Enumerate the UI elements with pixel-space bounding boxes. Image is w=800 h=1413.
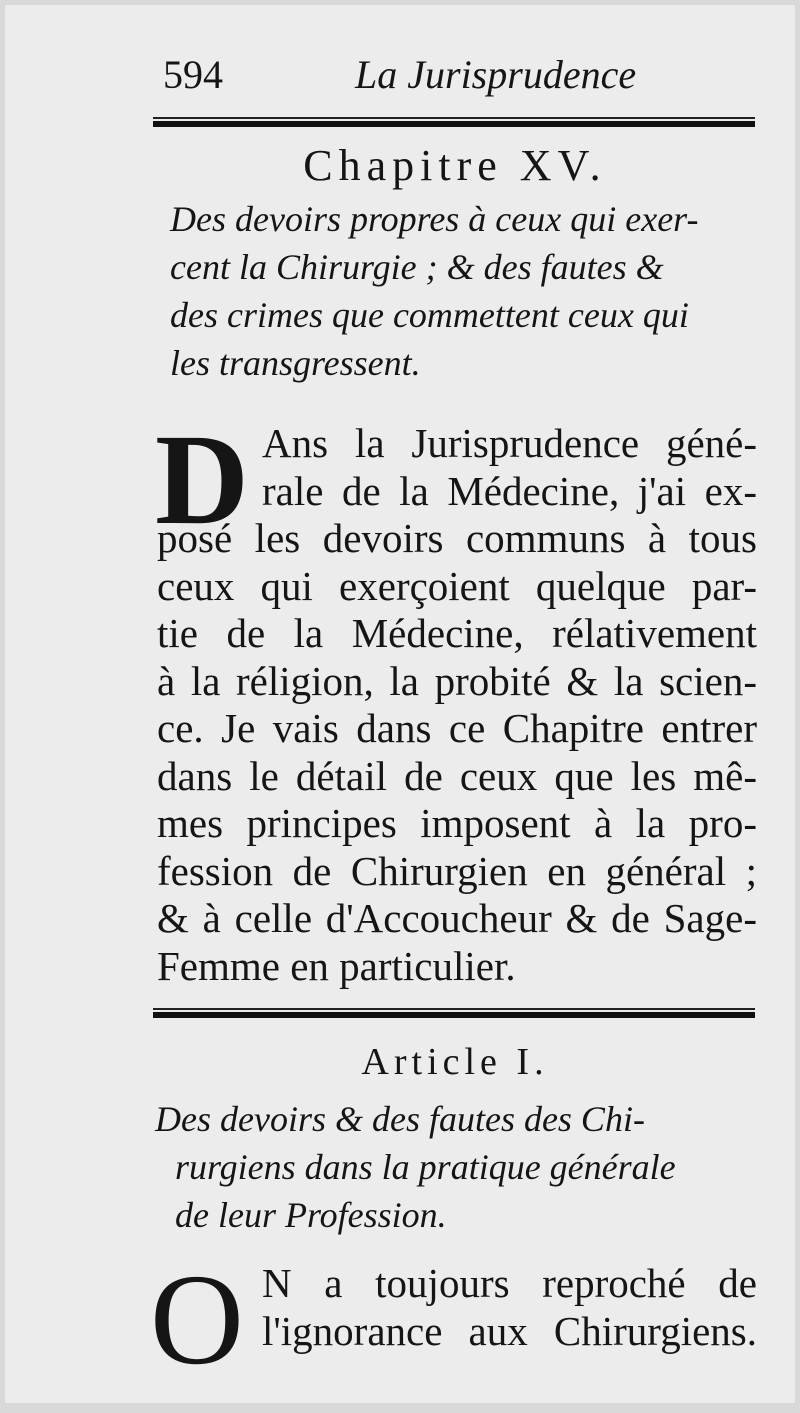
paragraph-line: fession de Chirurgien en général ; — [157, 847, 757, 894]
chapter-summary-line: Des devoirs propres à ceux qui exer- — [170, 199, 699, 239]
paragraph-line: rale de la Médecine, j'ai ex- — [262, 467, 757, 514]
paragraph-line: ce. Je vais dans ce Chapitre entrer — [157, 705, 757, 751]
chapter-summary-line: cent la Chirurgie ; & des fautes & — [170, 247, 664, 287]
article-summary-line: rurgiens dans la pratique générale — [175, 1147, 676, 1187]
article-heading: Article I. — [361, 1041, 549, 1083]
header-rule — [153, 117, 755, 127]
paragraph-line: ceux qui exerçoient quelque par- — [157, 562, 757, 609]
paragraph-line: tie de la Médecine, rélativement — [157, 610, 757, 656]
paragraph-line: dans le détail de ceux que les mê- — [157, 752, 757, 799]
dropcap-d: D — [155, 408, 249, 552]
section-rule — [153, 1008, 755, 1018]
chapter-summary-line: des crimes que commettent ceux qui — [170, 295, 689, 335]
dropcap-o: O — [150, 1248, 244, 1392]
page-header — [155, 45, 755, 105]
running-title: La Jurisprudence — [355, 52, 637, 97]
article-summary-line: de leur Profession. — [175, 1195, 447, 1235]
article-summary — [155, 1095, 755, 1239]
book-page — [5, 5, 795, 1403]
paragraph-2 — [157, 1260, 757, 1355]
chapter-summary — [170, 195, 760, 387]
paragraph-line: à la réligion, la probité & la scien- — [157, 657, 757, 704]
article-summary-line: Des devoirs & des fautes des Chi- — [155, 1099, 645, 1139]
chapter-heading: Chapitre XV. — [303, 141, 607, 190]
paragraph-line: Femme en particulier. — [157, 942, 516, 989]
paragraph-1 — [157, 420, 757, 990]
paragraph-line: l'ignorance aux Chirurgiens. — [262, 1307, 757, 1354]
paragraph-line: Ans la Jurisprudence géné- — [262, 420, 757, 466]
page-number: 594 — [163, 52, 223, 97]
paragraph-line: N a toujours reproché de — [262, 1260, 757, 1306]
paragraph-line: posé les devoirs communs à tous — [157, 515, 757, 561]
paragraph-line: mes principes imposent à la pro- — [157, 800, 757, 846]
paragraph-line: & à celle d'Accoucheur & de Sage- — [157, 895, 757, 941]
chapter-summary-line: les transgressent. — [170, 343, 421, 383]
